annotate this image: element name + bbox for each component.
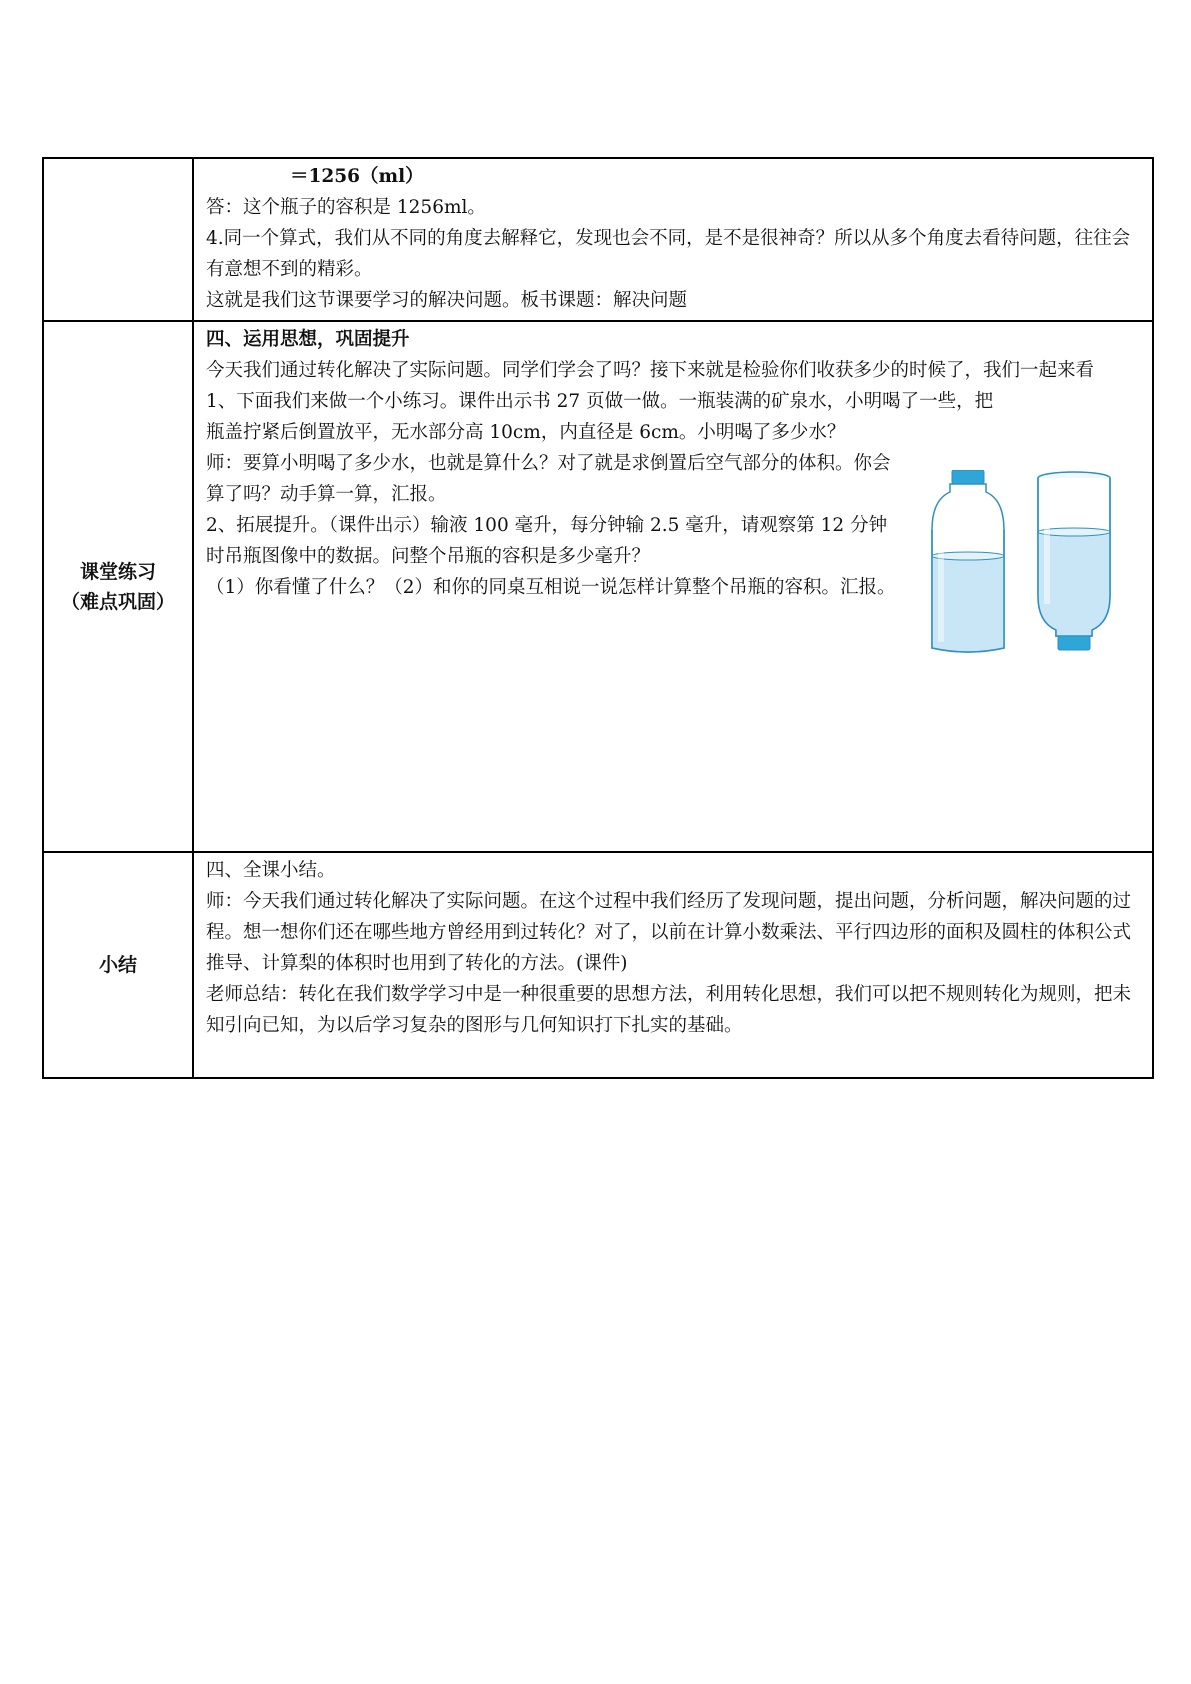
table-row — [43, 321, 1153, 852]
equation-line: ＝1256（ml） — [290, 166, 424, 187]
exercise-1-line-1: 1、下面我们来做一个小练习。课件出示书 27 页做一做。一瓶装满的矿泉水，小明喝了一些，把 — [206, 391, 994, 412]
intro-paragraph: 今天我们通过转化解决了实际问题。同学们学会了吗？接下来就是检验你们收获多少的时候了，我们一起来看 — [206, 360, 1095, 381]
exercise-2: 2、拓展提升。（课件出示）输液 100 毫升，每分钟输 2.5 毫升，请观察第 12 分钟时吊瓶图像中的数据。问整个吊瓶的容积是多少毫升？ — [206, 515, 888, 567]
teacher-question: 师：要算小明喝了多少水，也就是算什么？对了就是求倒置后空气部分的体积。你会算了吗？动手算一算，汇报。 — [206, 453, 891, 505]
summary-paragraph: 老师总结：转化在我们数学学习中是一种很重要的思想方法，利用转化思想，我们可以把不规则转化为规则，把未知引向已知，为以后学习复杂的图形与几何知识打下扎实的基础。 — [206, 984, 1132, 1036]
row-label-practice — [43, 321, 193, 852]
row-content — [193, 321, 1153, 852]
row-content — [193, 852, 1153, 1078]
row-label-empty — [43, 158, 193, 321]
topic-line: 这就是我们这节课要学习的解决问题。板书课题：解决问题 — [206, 290, 688, 311]
label-main: 课堂练习 — [79, 560, 156, 583]
bottles-illustration — [928, 470, 1138, 655]
lesson-plan-table — [42, 157, 1154, 1079]
label-sub: （难点巩固） — [60, 590, 175, 613]
inverted-bottle-icon — [1038, 472, 1110, 650]
exercise-2-questions: （1）你看懂了什么？（2）和你的同桌互相说一说怎样计算整个吊瓶的容积。汇报。 — [206, 577, 896, 598]
label-main: 小结 — [98, 954, 137, 976]
section-heading: 四、运用思想，巩固提升 — [206, 329, 410, 350]
point-4: 4.同一个算式，我们从不同的角度去解释它，发现也会不同，是不是很神奇？所以从多个角度去看待问题，往往会有意想不到的精彩。 — [206, 228, 1131, 280]
answer-line: 答：这个瓶子的容积是 1256ml。 — [206, 197, 486, 218]
teacher-paragraph: 师：今天我们通过转化解决了实际问题。在这个过程中我们经历了发现问题，提出问题，分析问题，解决问题的过程。想一想你们还在哪些地方曾经用到过转化？对了，以前在计算小数乘法、平行四边形的面积及圆柱的体积公式推导、计算梨的体积时也用到了转化的方法。(课件) — [206, 891, 1132, 974]
table-row — [43, 158, 1153, 321]
upright-bottle-icon — [932, 470, 1004, 652]
table-row — [43, 852, 1153, 1078]
exercise-1-line-2: 瓶盖拧紧后倒置放平，无水部分高 10cm，内直径是 6cm。小明喝了多少水？ — [206, 422, 846, 443]
row-content — [193, 158, 1153, 321]
row-label-summary — [43, 852, 193, 1078]
summary-heading: 四、全课小结。 — [206, 860, 336, 881]
